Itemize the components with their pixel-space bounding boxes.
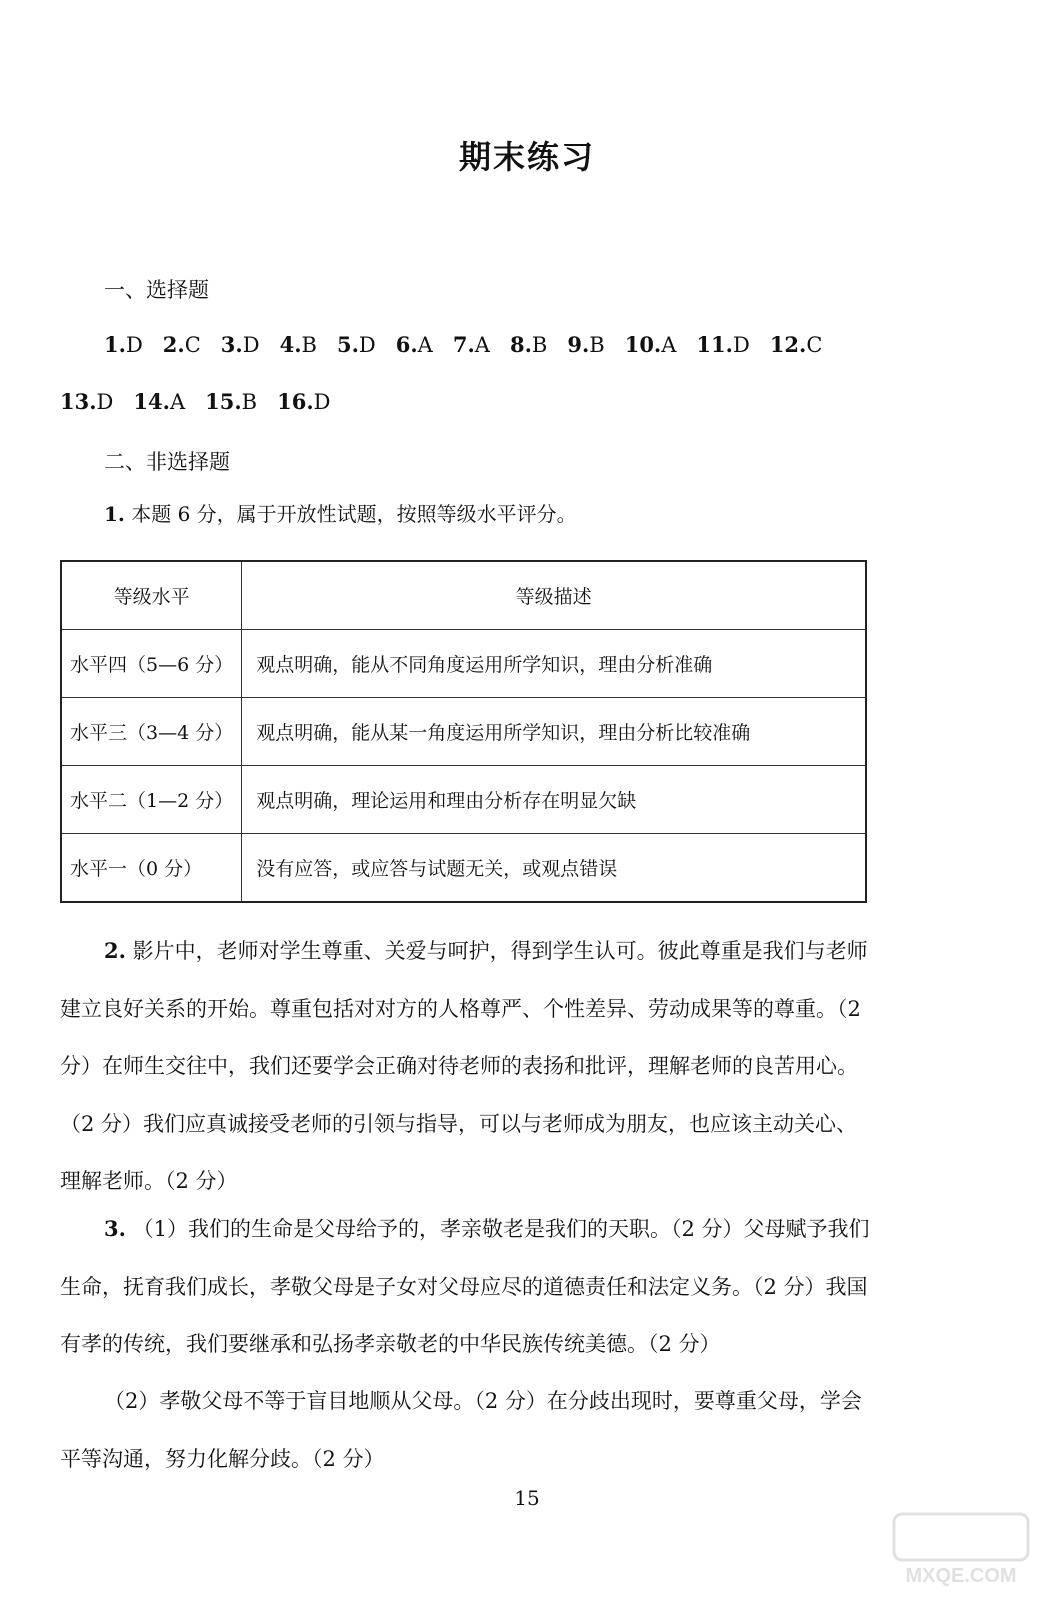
answer-letter: D bbox=[125, 333, 143, 357]
table-row bbox=[61, 630, 866, 698]
answer-item bbox=[567, 332, 604, 357]
table-cell: 观点明确，能从不同角度运用所学知识，理由分析准确 bbox=[242, 630, 866, 698]
answer-letter: B bbox=[589, 333, 605, 357]
answer-number: 9. bbox=[567, 332, 590, 357]
table-header-cell: 等级水平 bbox=[61, 561, 242, 630]
question-number: 2. bbox=[104, 938, 126, 963]
answer-letter: D bbox=[358, 333, 376, 357]
answer-item bbox=[205, 389, 257, 414]
answer-letter: D bbox=[732, 333, 750, 357]
answer-letter: B bbox=[531, 333, 548, 357]
answer-letter: B bbox=[301, 333, 317, 357]
table-row bbox=[61, 834, 866, 903]
answer-item bbox=[396, 332, 433, 357]
grading-table bbox=[60, 560, 867, 903]
answer-number: 13. bbox=[60, 389, 97, 414]
question-text: （1）我们的生命是父母给予的，孝亲敬老是我们的天职。（2 分）父母赋予我们生命，抚育我们成长，孝敬父母是子女对父母应尽的道德责任和法定义务。（2 分）我国有孝的传统，我们要继承和弘扬孝亲敬老的中华民族传统美德。（2 分） bbox=[60, 1217, 870, 1356]
question-1 bbox=[104, 498, 577, 527]
answer-number: 8. bbox=[509, 332, 532, 357]
table-row bbox=[61, 766, 866, 834]
answer-letter: D bbox=[313, 390, 331, 414]
answer-letter: A bbox=[474, 333, 490, 357]
answer-number: 16. bbox=[277, 389, 314, 414]
question-3-part-2: （2）孝敬父母不等于盲目地顺从父母。（2 分）在分歧出现时，要尊重父母，学会平等沟通，努力化解分歧。（2 分） bbox=[60, 1389, 862, 1471]
answer-item bbox=[133, 389, 185, 414]
answer-item bbox=[510, 332, 547, 357]
answer-item bbox=[337, 332, 376, 357]
table-header-cell: 等级描述 bbox=[242, 561, 866, 630]
answer-letter: A bbox=[169, 390, 186, 414]
answer-number: 15. bbox=[205, 389, 242, 414]
answer-item bbox=[277, 389, 330, 414]
answer-number: 10. bbox=[624, 332, 662, 357]
answer-letter: D bbox=[96, 390, 114, 414]
answer-number: 11. bbox=[696, 332, 733, 357]
question-2 bbox=[60, 922, 872, 1211]
table-cell: 没有应答，或应答与试题无关，或观点错误 bbox=[242, 834, 866, 903]
answer-letter: B bbox=[241, 390, 258, 414]
answer-item bbox=[625, 332, 677, 357]
page-number: 15 bbox=[514, 1486, 540, 1510]
answer-number: 12. bbox=[769, 332, 807, 357]
watermark-text: MXQE.COM bbox=[905, 1565, 1017, 1587]
answer-item bbox=[280, 332, 317, 357]
page-title: 期末练习 bbox=[458, 138, 595, 176]
answer-letter: A bbox=[661, 333, 677, 357]
answer-item bbox=[104, 332, 143, 357]
answer-number: 1. bbox=[104, 332, 126, 357]
answer-number: 14. bbox=[133, 389, 170, 414]
answer-letter: D bbox=[242, 333, 260, 357]
table-cell: 观点明确，能从某一角度运用所学知识，理由分析比较准确 bbox=[242, 698, 866, 766]
answer-letter: C bbox=[184, 333, 201, 357]
answers-row-1 bbox=[104, 332, 842, 357]
table-row bbox=[61, 698, 866, 766]
table-cell: 水平一（0 分） bbox=[61, 834, 242, 903]
answer-number: 7. bbox=[452, 332, 475, 357]
answer-item bbox=[770, 332, 823, 357]
answer-letter: A bbox=[417, 333, 433, 357]
question-number: 3. bbox=[104, 1216, 126, 1241]
answer-number: 3. bbox=[220, 332, 243, 357]
table-cell: 观点明确，理论运用和理由分析存在明显欠缺 bbox=[242, 766, 866, 834]
answer-item bbox=[163, 332, 201, 357]
answer-number: 5. bbox=[336, 332, 359, 357]
answer-item bbox=[60, 389, 113, 414]
answer-number: 6. bbox=[395, 332, 418, 357]
table-cell: 水平二（1—2 分） bbox=[61, 766, 242, 834]
question-3-part-1 bbox=[60, 1200, 872, 1374]
answer-letter: C bbox=[806, 333, 823, 357]
question-text: 本题 6 分，属于开放性试题，按照等级水平评分。 bbox=[124, 502, 577, 526]
section-heading-choice: 一、选择题 bbox=[104, 278, 209, 302]
answers-row-2 bbox=[60, 389, 350, 414]
table-cell: 水平四（5—6 分） bbox=[61, 630, 242, 698]
answer-item bbox=[453, 332, 490, 357]
answer-item bbox=[221, 332, 260, 357]
answer-number: 4. bbox=[279, 332, 302, 357]
answer-number: 2. bbox=[162, 332, 185, 357]
table-cell: 水平三（3—4 分） bbox=[61, 698, 242, 766]
table-header-row bbox=[61, 561, 866, 630]
question-number: 1. bbox=[104, 502, 125, 526]
section-heading-nonchoice: 二、非选择题 bbox=[104, 450, 230, 474]
question-text: 影片中，老师对学生尊重、关爱与呵护，得到学生认可。彼此尊重是我们与老师建立良好关系的开始。尊重包括对对方的人格尊严、个性差异、劳动成果等的尊重。（2 分）在师生交往中，我们还要学会正确对待老师的表扬和批评，理解老师的良苦用心。（2 分）我们应真诚接受老师的引领与指导，可以与老师成为朋友，也应该主动关心、理解老师。（2 分） bbox=[60, 939, 868, 1193]
answer-item bbox=[696, 332, 749, 357]
watermark-logo bbox=[886, 1510, 1036, 1590]
